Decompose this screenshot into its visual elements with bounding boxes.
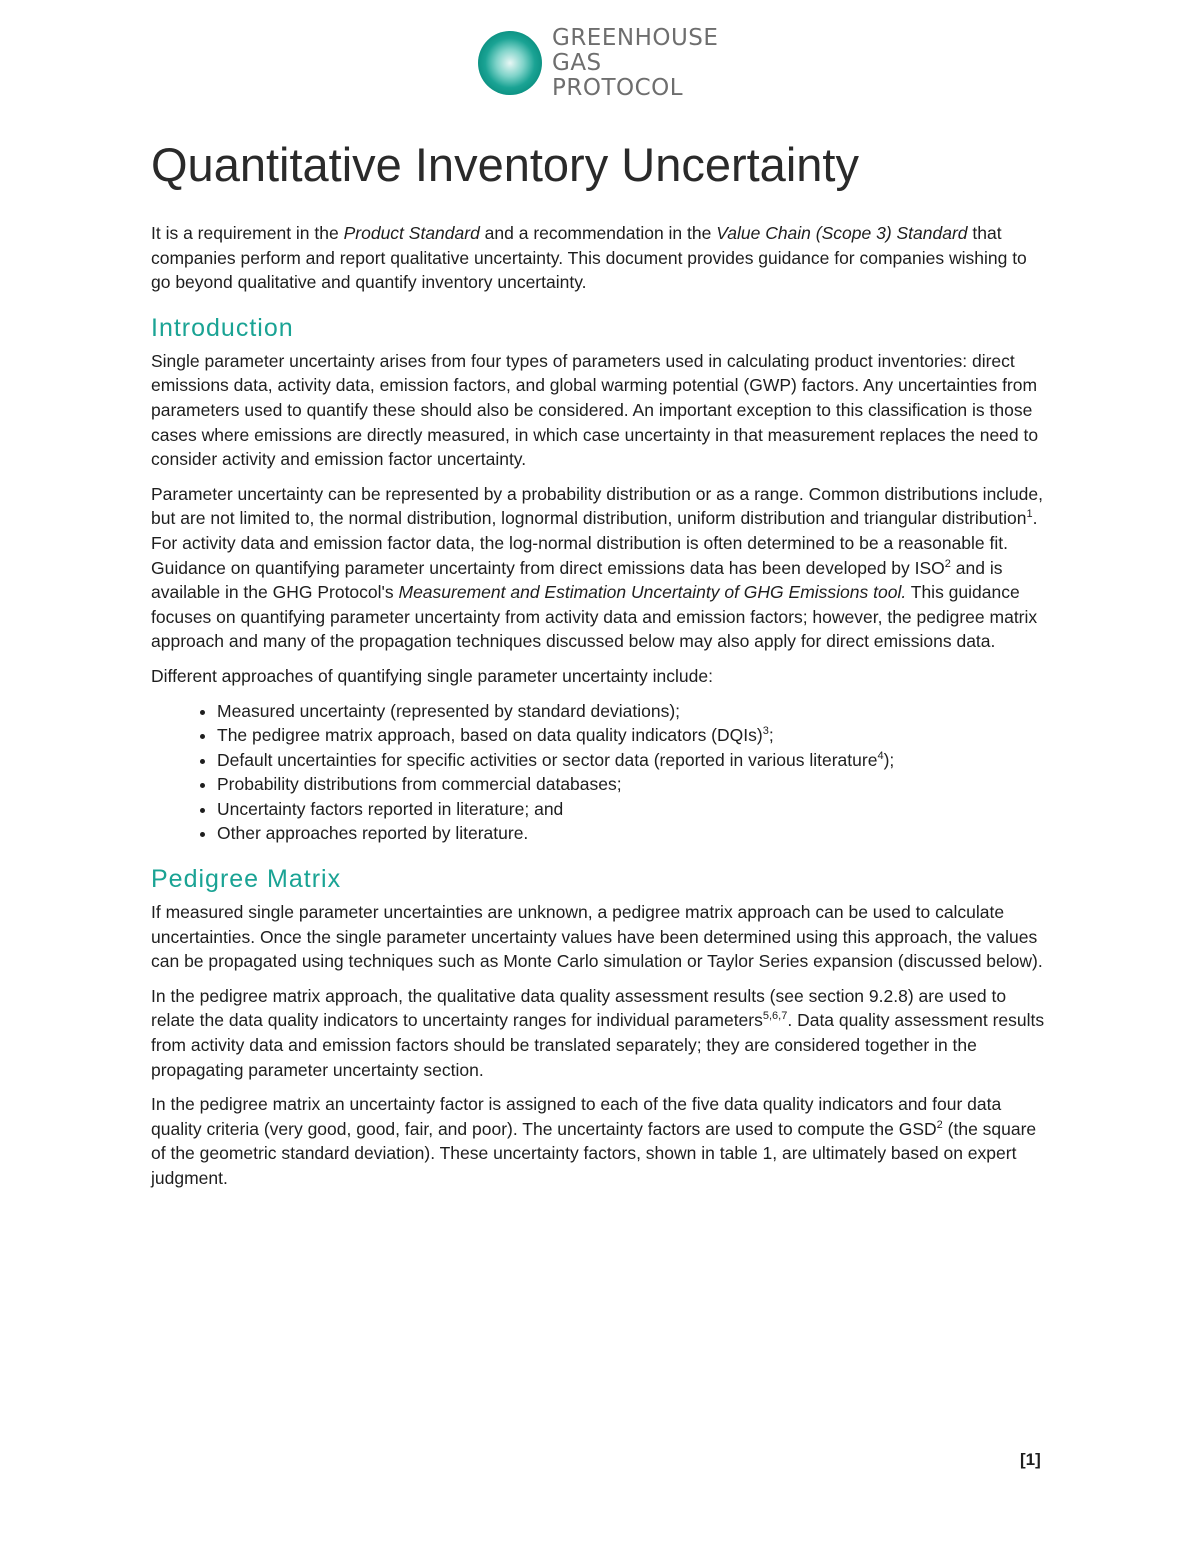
footnote-ref-3[interactable]: 3 bbox=[762, 725, 769, 738]
logo-line-1: GREENHOUSE bbox=[552, 24, 719, 51]
list-item: • Measured uncertainty (represented by standard deviations); bbox=[217, 699, 1051, 724]
page-title: Quantitative Inventory Uncertainty bbox=[151, 138, 859, 191]
list-item: • Other approaches reported by literature. bbox=[217, 821, 1051, 846]
list-item: • Probability distributions from commercial databases; bbox=[217, 772, 1051, 797]
scope3-standard-ref: Value Chain (Scope 3) Standard bbox=[716, 223, 968, 243]
introduction-paragraph-3: Different approaches of quantifying single parameter uncertainty include: bbox=[151, 665, 713, 686]
product-standard-ref: Product Standard bbox=[343, 223, 480, 243]
list-item: • Default uncertainties for specific activities or sector data (reported in various literature$^4$); bbox=[217, 748, 1051, 773]
pedigree-matrix-heading: Pedigree Matrix bbox=[151, 865, 342, 894]
logo-text bbox=[552, 26, 738, 101]
pedigree-paragraph-3: In the pedigree matrix an uncertainty factor is assigned to each of the five data quality indicators and four data quality criteria (very good, good, fair, and poor). The uncertainty factors are used to compute the GSD$^2$ (the square of the geometric standard deviation). These uncertainty factors, shown in table 1, are ultimately based on expert judgment. bbox=[151, 1094, 1037, 1188]
ghg-protocol-logo bbox=[478, 24, 738, 101]
introduction-heading: Introduction bbox=[151, 313, 294, 342]
logo-line-2: GAS PROTOCOL bbox=[552, 49, 684, 101]
measurement-tool-ref: Measurement and Estimation Uncertainty of GHG Emissions tool. bbox=[398, 582, 907, 603]
intro-paragraph: It is a requirement in the Product Standard and a recommendation in the Value Chain (Scope 3) Standard that companies perform and report qualitative uncertainty. This document provides guidance for companies wishing to go beyond qualitative and quantify inventory uncertainty. bbox=[151, 223, 1027, 293]
gsd-superscript: 2 bbox=[936, 1118, 943, 1131]
introduction-paragraph-2: Parameter uncertainty can be represented by a probability distribution or as a range. Common distributions include, but are not limited to, the normal distribution, lognormal distribution, uniform distribution and triangular distribution$^1$. For activity data and emission factor data, the log-normal distribution is often determined to be a reasonable fit. Guidance on quantifying parameter uncertainty from direct emissions data has been developed by ISO$^2$ and is available in the GHG Protocol's Measurement and Estimation Uncertainty of GHG Emissions tool. This guidance focuses on quantifying parameter uncertainty from activity data and emission factors; however, the pedigree matrix approach and many of the propagation techniques discussed below may also apply for direct emissions data. bbox=[151, 483, 1044, 652]
footnote-ref-1[interactable]: 1 bbox=[1026, 508, 1033, 521]
pedigree-paragraph-1: If measured single parameter uncertainties are unknown, a pedigree matrix approach can be used to calculate uncertainties. Once the single parameter uncertainty values have been determined using this approach, the values can be propagated using techniques such as Monte Carlo simulation or Taylor Series expansion (discussed below). bbox=[151, 902, 1043, 972]
pedigree-paragraph-2: In the pedigree matrix approach, the qualitative data quality assessment results (see section 9.2.8) are used to relate the data quality indicators to uncertainty ranges for individual parameters$^{5,6,7}$. Data quality assessment results from activity data and emission factors should be translated separately; they are considered together in the propagating parameter uncertainty section. bbox=[151, 985, 1045, 1080]
list-item: • Uncertainty factors reported in literature; and bbox=[217, 797, 1051, 822]
footnote-ref-5-6-7[interactable]: 5,6,7 bbox=[762, 1010, 788, 1023]
introduction-paragraph-1: Single parameter uncertainty arises from four types of parameters used in calculating product inventories: direct emissions data, activity data, emission factors, and global warming potential (GWP) factors. Any uncertainties from parameters used to quantify these should also be considered. An important exception to this classification is those cases where emissions are directly measured, in which case uncertainty in that measurement replaces the need to consider activity and emission factor uncertainty. bbox=[151, 350, 1039, 470]
document-body bbox=[151, 135, 1051, 1201]
footnote-ref-4[interactable]: 4 bbox=[877, 749, 884, 762]
footnote-ref-2[interactable]: 2 bbox=[944, 557, 951, 570]
approaches-list bbox=[151, 699, 1051, 847]
list-item: • The pedigree matrix approach, based on data quality indicators (DQIs)$^3$; bbox=[217, 723, 1051, 748]
page-number: [1] bbox=[1020, 1450, 1041, 1469]
logo-circle-icon bbox=[478, 31, 542, 95]
